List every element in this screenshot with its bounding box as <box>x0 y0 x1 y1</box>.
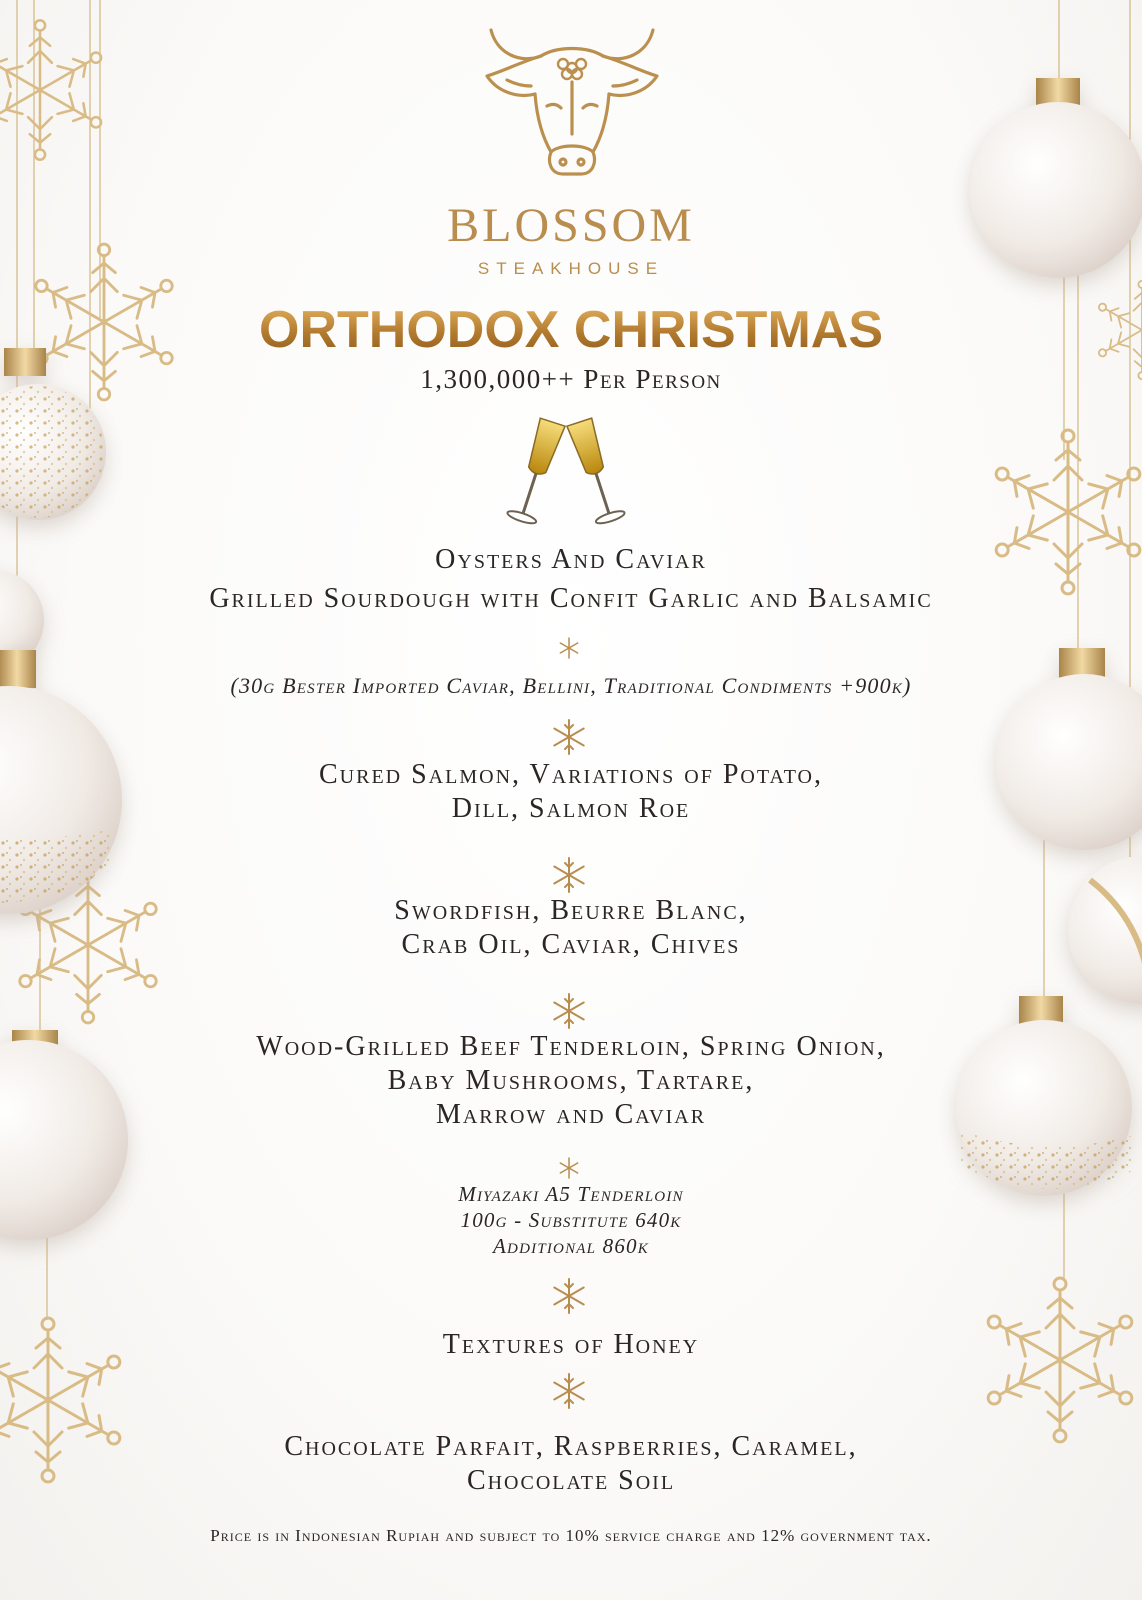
dish-line: Marrow and Caviar <box>435 1099 707 1130</box>
dish-line: Baby Mushrooms, Tartare, <box>387 1065 755 1096</box>
note-line: Miyazaki A5 Tenderloin <box>458 1182 684 1206</box>
event-title: ORTHODOX CHRISTMAS <box>0 300 1142 360</box>
snowflake-icon <box>557 1156 581 1180</box>
bull-logo-icon <box>481 24 663 184</box>
dish-line: Chocolate Parfait, Raspberries, Caramel, <box>284 1431 858 1462</box>
brand-subtitle: STEAKHOUSE <box>477 259 665 278</box>
caviar-supplement-note: (30g Bester Imported Caviar, Bellini, Traditional Condiments +900k) <box>230 673 912 698</box>
dish-line: Dill, Salmon Roe <box>451 793 691 824</box>
snowflake-icon <box>549 717 589 757</box>
brand-name: BLOSSOM <box>447 199 695 252</box>
course-cured-salmon <box>0 758 1142 826</box>
wagyu-supplement-note <box>0 1181 1142 1259</box>
dish-line: Oysters And Caviar <box>435 544 707 575</box>
dish-line: Wood-Grilled Beef Tenderloin, Spring Onion, <box>256 1031 886 1062</box>
champagne-glasses-icon <box>496 414 636 530</box>
course-swordfish <box>0 894 1142 962</box>
note-line: Additional 860k <box>493 1234 649 1258</box>
snowflake-icon <box>549 1276 589 1316</box>
dish-line: Chocolate Soil <box>466 1465 676 1496</box>
price-per-person: 1,300,000++ Per Person <box>420 364 722 394</box>
snowflake-icon <box>549 1371 589 1411</box>
course-chocolate <box>0 1430 1142 1498</box>
snowflake-icon <box>549 855 589 895</box>
snowflake-icon <box>549 991 589 1031</box>
dish-line: Grilled Sourdough with Confit Garlic and Balsamic <box>209 583 933 614</box>
note-line: 100g - Substitute 640k <box>460 1208 682 1232</box>
dish-line: Cured Salmon, Variations of Potato, <box>318 759 823 790</box>
price-disclaimer: Price is in Indonesian Rupiah and subject to 10% service charge and 12% government tax. <box>210 1526 932 1545</box>
dish-line: Swordfish, Beurre Blanc, <box>394 895 748 926</box>
course-honey <box>0 1328 1142 1362</box>
snowflake-icon <box>557 636 581 660</box>
course-oysters <box>0 540 1142 618</box>
dish-line: Textures of Honey <box>442 1329 700 1360</box>
course-beef-tenderloin <box>0 1030 1142 1132</box>
dish-line: Crab Oil, Caviar, Chives <box>401 929 741 960</box>
